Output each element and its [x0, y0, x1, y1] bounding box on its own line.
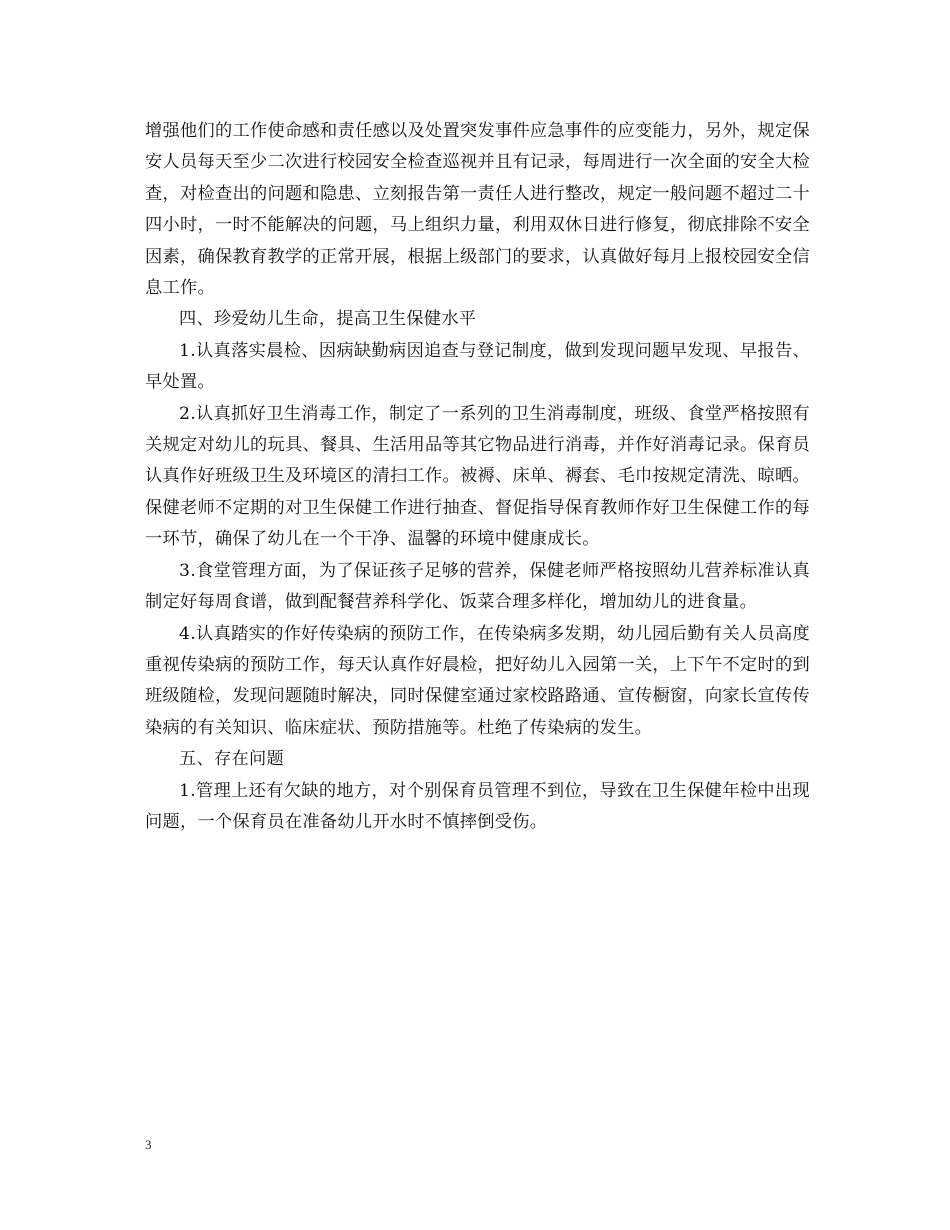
paragraph-item-2: 2.认真抓好卫生消毒工作，制定了一系列的卫生消毒制度，班级、食堂严格按照有关规定对幼儿的玩具、餐具、生活用品等其它物品进行消毒，并作好消毒记录。保育员认真作好班级卫生及环境区的清扫工作。被褥、床单、褥套、毛巾按规定清洗、晾晒。保健老师不定期的对卫生保健工作进行抽查、督促指导保育教师作好卫生保健工作的每一环节，确保了幼儿在一个干净、温馨的环境中健康成长。 — [145, 403, 810, 550]
section-heading-4: 四、珍爱幼儿生命，提高卫生保健水平 — [179, 309, 477, 330]
page-number: 3 — [145, 1137, 152, 1152]
paragraph-item-3: 3.食堂管理方面，为了保证孩子足够的营养，保健老师严格按照幼儿营养标准认真制定好每周食谱，做到配餐营养科学化、饭菜合理多样化，增加幼儿的进食量。 — [145, 560, 810, 613]
paragraph-item-4: 4.认真踏实的作好传染病的预防工作，在传染病多发期，幼儿园后勤有关人员高度重视传染病的预防工作，每天认真作好晨检，把好幼儿入园第一关，上下午不定时的到班级随检，发现问题随时解决，同时保健室通过家校路路通、宣传橱窗，向家长宣传传染病的有关知识、临床症状、预防措施等。杜绝了传染病的发生。 — [145, 623, 810, 738]
paragraph-continuation: 增强他们的工作使命感和责任感以及处置突发事件应急事件的应变能力，另外，规定保安人员每天至少二次进行校园安全检查巡视并且有记录，每周进行一次全面的安全大检查，对检查出的问题和隐患、立刻报告第一责任人进行整改，规定一般问题不超过二十四小时，一时不能解决的问题，马上组织力量，利用双休日进行修复，彻底排除不安全因素，确保教育教学的正常开展，根据上级部门的要求，认真做好每月上报校园安全信息工作。 — [145, 121, 810, 299]
section-heading-5: 五、存在问题 — [179, 749, 284, 770]
paragraph-item-1: 1.认真落实晨检、因病缺勤病因追查与登记制度，做到发现问题早发现、早报告、早处置。 — [145, 340, 810, 393]
paragraph-problem-1: 1.管理上还有欠缺的地方，对个别保育员管理不到位，导致在卫生保健年检中出现问题，一个保育员在准备幼儿开水时不慎摔倒受伤。 — [145, 780, 810, 832]
body-text — [145, 116, 810, 838]
